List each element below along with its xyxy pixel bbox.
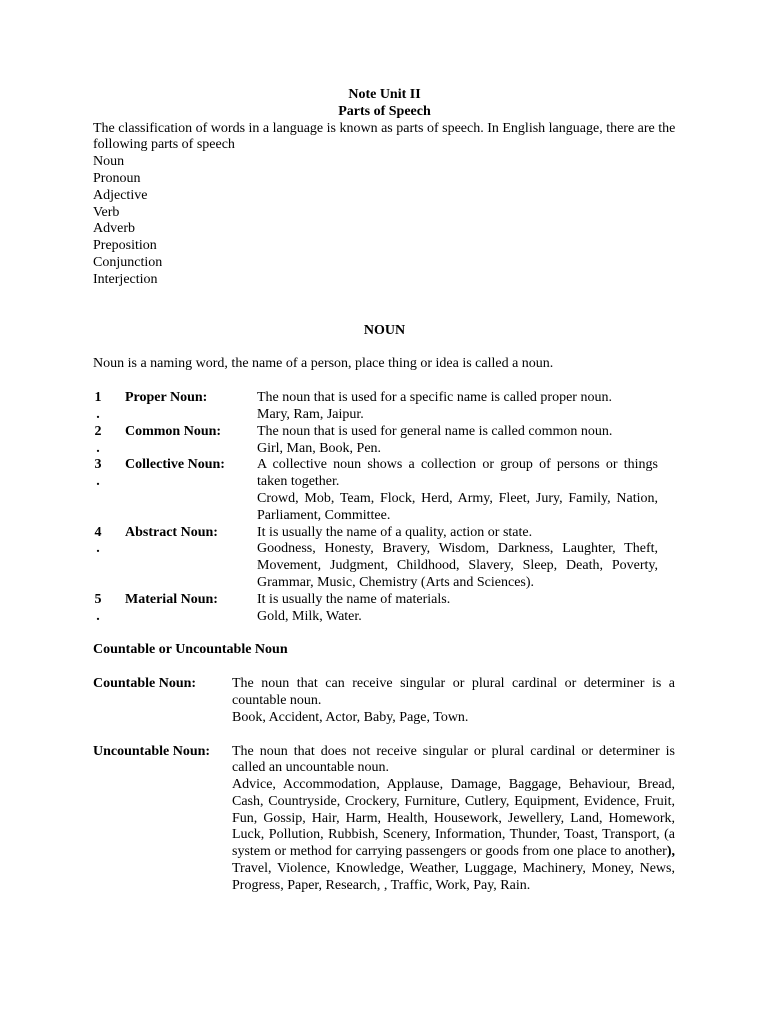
noun-definition: Noun is a naming word, the name of a person, place thing or idea is called a noun. xyxy=(93,356,554,372)
row-number-dot: . xyxy=(96,474,100,490)
row-number: 5 xyxy=(94,591,102,607)
list-item: Adjective xyxy=(93,187,148,203)
row-number-dot: . xyxy=(96,608,100,624)
table-row xyxy=(93,390,658,424)
table-row xyxy=(93,424,658,458)
uncountable-examples-part1: Advice, Accommodation, Applause, Damage, Baggage, Behaviour, Bread, Cash, Countryside, Crockery, Furniture, Cutlery, Equipment, Evidence, Fruit, Fun, Gossip, Hair, Harm, Health, Housework, Jewellery, Land, Homework, Luck, Pollution, Rubbish, Scenery, Information, Thunder, Toast, Transport, (a system or method for carrying passengers or goods from one place to another xyxy=(232,777,675,860)
noun-type-examples: Crowd, Mob, Team, Flock, Herd, Army, Fleet, Jury, Family, Nation, Parliament, Committee. xyxy=(257,490,658,523)
row-number: 2 xyxy=(94,423,102,439)
noun-type-label: Material Noun: xyxy=(125,591,218,607)
countable-noun-examples: Book, Accident, Actor, Baby, Page, Town. xyxy=(232,709,469,725)
uncountable-noun-label: Uncountable Noun: xyxy=(93,743,211,759)
uncountable-noun-entry xyxy=(93,744,676,895)
uncountable-noun-definition: The noun that does not receive singular or plural cardinal or determiner is called an uncountable noun. xyxy=(232,743,675,776)
list-item: Pronoun xyxy=(93,170,141,186)
countable-noun-definition: The noun that can receive singular or plural cardinal or determiner is a countable noun. xyxy=(232,676,675,708)
noun-type-label: Collective Noun: xyxy=(125,457,225,473)
table-row xyxy=(93,525,658,592)
document-page xyxy=(93,87,676,895)
document-subtitle: Parts of Speech xyxy=(338,103,431,119)
parts-of-speech-list xyxy=(93,154,676,288)
row-number-dot: . xyxy=(96,440,100,456)
table-row xyxy=(93,592,658,626)
list-item: Preposition xyxy=(93,238,157,254)
noun-type-examples: Mary, Ram, Jaipur. xyxy=(257,406,364,422)
noun-type-examples: Goodness, Honesty, Bravery, Wisdom, Darkness, Laughter, Theft, Movement, Judgment, Childhood, Slavery, Sleep, Death, Poverty, Grammar, Music, Chemistry (Arts and Sciences). xyxy=(257,541,658,590)
noun-types-table xyxy=(93,390,658,625)
uncountable-noun-examples xyxy=(232,777,675,895)
list-item: Interjection xyxy=(93,271,158,287)
noun-type-definition: The noun that is used for a specific name is called proper noun. xyxy=(257,390,612,406)
countable-noun-label: Countable Noun: xyxy=(93,676,197,692)
noun-type-definition: The noun that is used for general name is called common noun. xyxy=(257,423,613,439)
noun-type-label: Proper Noun: xyxy=(125,390,208,406)
row-number-dot: . xyxy=(96,406,100,422)
noun-heading: NOUN xyxy=(363,322,406,338)
noun-type-definition: A collective noun shows a collection or group of persons or things taken together. xyxy=(257,457,658,490)
list-item: Conjunction xyxy=(93,254,163,270)
list-item: Verb xyxy=(93,204,120,220)
row-number: 1 xyxy=(94,390,102,406)
noun-type-definition: It is usually the name of a quality, action or state. xyxy=(257,524,533,540)
row-number-dot: . xyxy=(96,541,100,557)
noun-type-examples: Girl, Man, Book, Pen. xyxy=(257,440,382,456)
uncountable-examples-bold: ), xyxy=(666,844,675,860)
noun-type-examples: Gold, Milk, Water. xyxy=(257,608,362,624)
row-number: 3 xyxy=(94,457,102,473)
table-row xyxy=(93,457,658,524)
noun-type-label: Common Noun: xyxy=(125,423,222,439)
countable-noun-entry xyxy=(93,676,676,726)
countable-section-heading: Countable or Uncountable Noun xyxy=(93,642,288,658)
list-item: Adverb xyxy=(93,221,135,237)
uncountable-examples-part2: Travel, Violence, Knowledge, Weather, Luggage, Machinery, Money, News, Progress, Paper, Research, , Traffic, Work, Pay, Rain. xyxy=(232,861,675,893)
document-title: Note Unit II xyxy=(348,87,421,102)
row-number: 4 xyxy=(94,524,102,540)
intro-paragraph: The classification of words in a language is known as parts of speech. In English language, there are the following parts of speech xyxy=(93,120,676,153)
noun-type-definition: It is usually the name of materials. xyxy=(257,591,451,607)
list-item: Noun xyxy=(93,154,125,170)
noun-type-label: Abstract Noun: xyxy=(125,524,218,540)
